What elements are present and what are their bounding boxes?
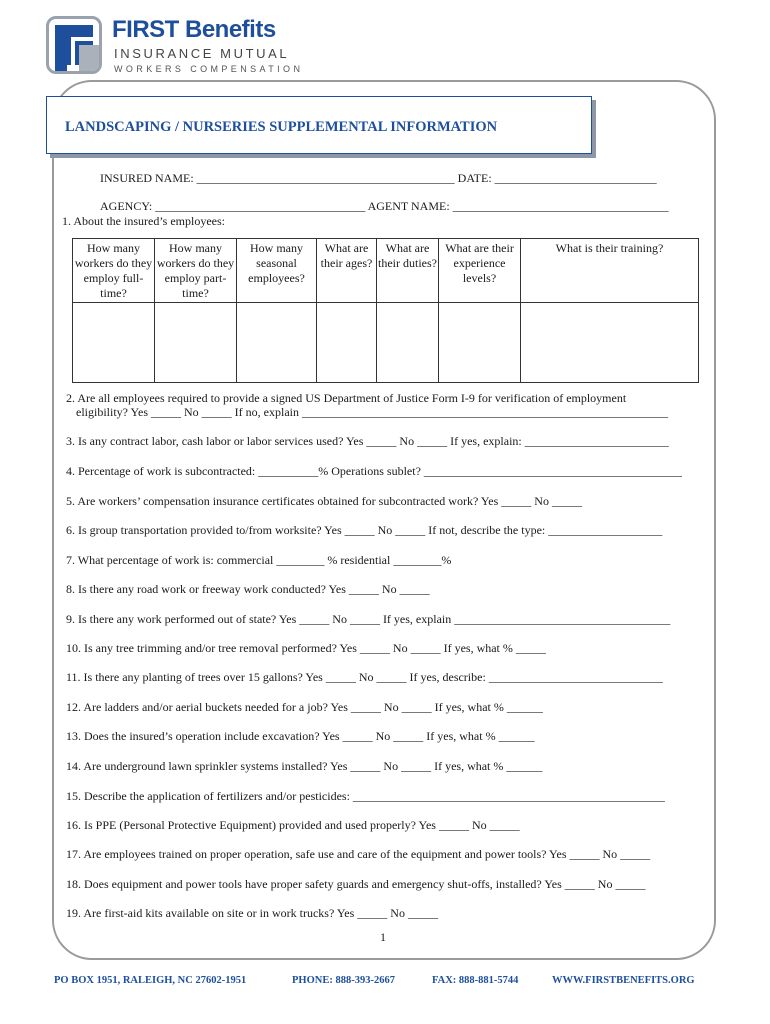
table-cell[interactable] bbox=[439, 303, 521, 383]
question-15[interactable]: 15. Describe the application of fertilizers and/or pesticides: ____________________________________________________ bbox=[66, 789, 665, 803]
question-4[interactable]: 4. Percentage of work is subcontracted: __________% Operations sublet? ___________________________________________ bbox=[66, 464, 682, 478]
logo-mark-icon bbox=[46, 16, 102, 74]
question-10[interactable]: 10. Is any tree trimming and/or tree removal performed? Yes _____ No _____ If yes, what % _____ bbox=[66, 641, 546, 655]
logo-brand-name: FIRST Benefits bbox=[112, 16, 276, 43]
question-18[interactable]: 18. Does equipment and power tools have proper safety guards and emergency shut-offs, installed? Yes _____ No _____ bbox=[66, 877, 646, 891]
question-12[interactable]: 12. Are ladders and/or aerial buckets needed for a job? Yes _____ No _____ If yes, what % ______ bbox=[66, 700, 543, 714]
table-header-cell: How many seasonal employees? bbox=[237, 239, 317, 303]
table-header-cell: How many workers do they employ full-time? bbox=[73, 239, 155, 303]
table-header-cell: What are their ages? bbox=[317, 239, 377, 303]
question-2-cont[interactable]: eligibility? Yes _____ No _____ If no, explain _____________________________________________________________ bbox=[76, 405, 668, 419]
footer-fax: FAX: 888-881-5744 bbox=[432, 975, 519, 986]
table-header-cell: What are their experience levels? bbox=[439, 239, 521, 303]
question-3[interactable]: 3. Is any contract labor, cash labor or labor services used? Yes _____ No _____ If yes, explain: ________________________ bbox=[66, 434, 669, 448]
table-header-cell: What is their training? bbox=[521, 239, 699, 303]
question-1-label: 1. About the insured’s employees: bbox=[62, 214, 225, 228]
table-cell[interactable] bbox=[73, 303, 155, 383]
insured-name-line[interactable]: INSURED NAME: ___________________________________________ DATE: ___________________________ bbox=[100, 171, 657, 185]
table-header-row bbox=[73, 239, 699, 303]
question-17[interactable]: 17. Are employees trained on proper operation, safe use and care of the equipment and power tools? Yes _____ No _____ bbox=[66, 847, 651, 861]
table-cell[interactable] bbox=[317, 303, 377, 383]
page-number: 1 bbox=[380, 930, 386, 944]
employees-table bbox=[72, 238, 699, 383]
question-11[interactable]: 11. Is there any planting of trees over 15 gallons? Yes _____ No _____ If yes, describe: _____________________________ bbox=[66, 670, 663, 684]
question-7[interactable]: 7. What percentage of work is: commercial ________ % residential ________% bbox=[66, 553, 452, 567]
logo-tagline-1: INSURANCE MUTUAL bbox=[114, 46, 290, 61]
table-header-cell: How many workers do they employ part-time? bbox=[155, 239, 237, 303]
table-cell[interactable] bbox=[377, 303, 439, 383]
table-cell[interactable] bbox=[155, 303, 237, 383]
question-19[interactable]: 19. Are first-aid kits available on site or in work trucks? Yes _____ No _____ bbox=[66, 906, 438, 920]
company-logo bbox=[46, 14, 306, 78]
question-16[interactable]: 16. Is PPE (Personal Protective Equipment) provided and used properly? Yes _____ No _____ bbox=[66, 818, 520, 832]
logo-tagline-2: WORKERS COMPENSATION bbox=[114, 64, 304, 74]
question-9[interactable]: 9. Is there any work performed out of state? Yes _____ No _____ If yes, explain ____________________________________ bbox=[66, 612, 671, 626]
question-5[interactable]: 5. Are workers’ compensation insurance certificates obtained for subcontracted work? Yes _____ No _____ bbox=[66, 494, 582, 508]
table-cell[interactable] bbox=[237, 303, 317, 383]
question-14[interactable]: 14. Are underground lawn sprinkler systems installed? Yes _____ No _____ If yes, what % ______ bbox=[66, 759, 543, 773]
footer-address: PO BOX 1951, RALEIGH, NC 27602-1951 bbox=[54, 975, 247, 986]
agency-line[interactable]: AGENCY: ___________________________________ AGENT NAME: ____________________________________ bbox=[100, 199, 669, 213]
question-6[interactable]: 6. Is group transportation provided to/from worksite? Yes _____ No _____ If not, describe the type: ___________________ bbox=[66, 523, 663, 537]
question-13[interactable]: 13. Does the insured’s operation include excavation? Yes _____ No _____ If yes, what % ______ bbox=[66, 729, 535, 743]
question-2[interactable]: 2. Are all employees required to provide a signed US Department of Justice Form I-9 for verification of employment bbox=[66, 391, 627, 405]
title-box bbox=[46, 96, 592, 154]
page-title: LANDSCAPING / NURSERIES SUPPLEMENTAL INFORMATION bbox=[65, 119, 498, 135]
question-8[interactable]: 8. Is there any road work or freeway work conducted? Yes _____ No _____ bbox=[66, 582, 430, 596]
footer-phone: PHONE: 888-393-2667 bbox=[292, 975, 395, 986]
footer-website[interactable]: WWW.FIRSTBENEFITS.ORG bbox=[552, 975, 695, 986]
table-row bbox=[73, 303, 699, 383]
table-cell[interactable] bbox=[521, 303, 699, 383]
table-header-cell: What are their duties? bbox=[377, 239, 439, 303]
